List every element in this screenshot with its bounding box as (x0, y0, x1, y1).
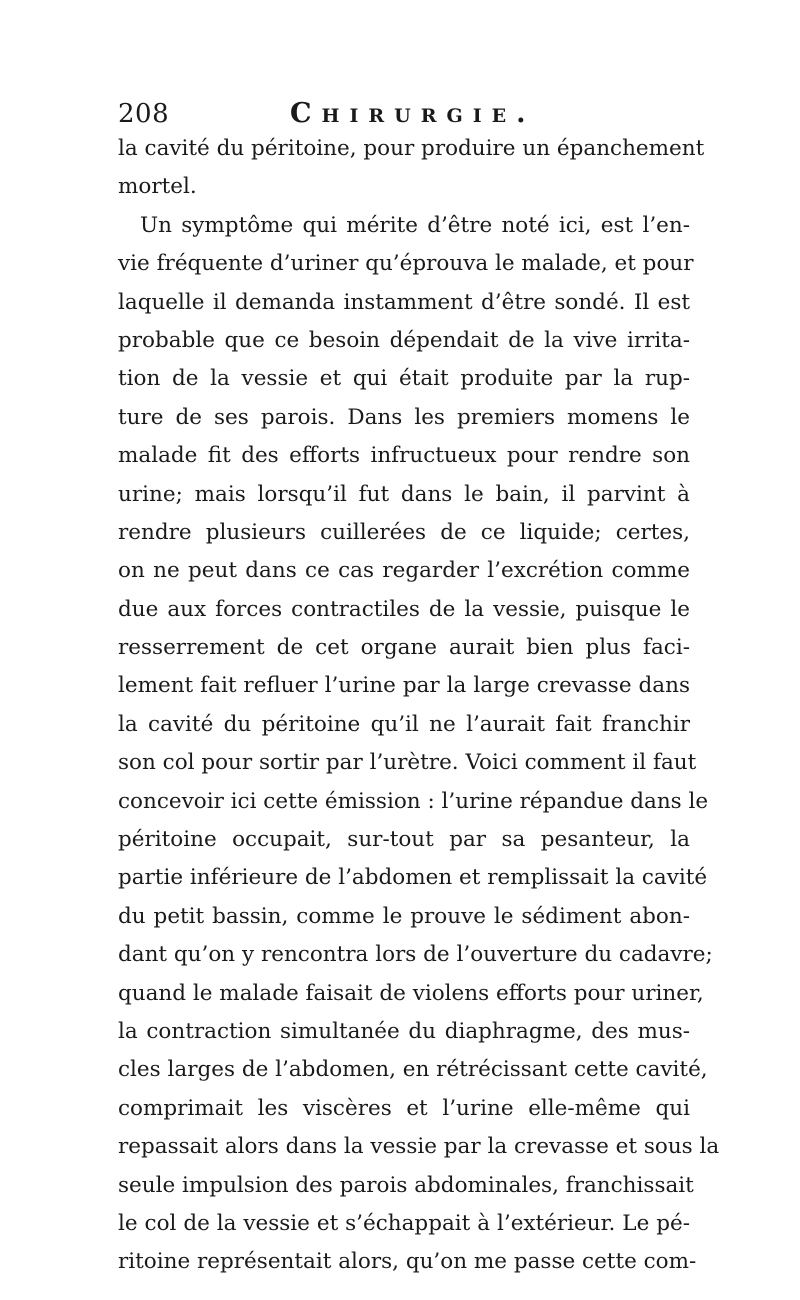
text-line: péritoine occupait, sur-tout par sa pesanteur, la (118, 827, 690, 853)
text-line: lement fait refluer l’urine par la large crevasse dans (118, 673, 690, 699)
text-line: rendre plusieurs cuillerées de ce liquide; certes, (118, 519, 690, 545)
text-line: tion de la vessie et qui était produite par la rup- (118, 366, 690, 392)
text-line: ture de ses parois. Dans les premiers momens le (118, 404, 690, 430)
text-line: Un symptôme qui mérite d’être noté ici, est l’en- (140, 212, 690, 238)
text-line: quand le malade faisait de violens efforts pour uriner, (118, 980, 704, 1006)
text-line: on ne peut dans ce cas regarder l’excrétion comme (118, 558, 690, 584)
text-line: ritoine représentait alors, qu’on me passe cette com- (118, 1249, 697, 1275)
text-line: la contraction simultanée du diaphragme, des mus- (118, 1018, 690, 1044)
text-line: probable que ce besoin dépendait de la vive irrita- (118, 327, 690, 353)
page-header (118, 94, 690, 134)
text-line: mortel. (118, 174, 197, 200)
text-line: comprimait les viscères et l’urine elle-même qui (118, 1095, 690, 1121)
text-line: laquelle il demanda instamment d’être sondé. Il est (118, 289, 690, 315)
body-text (118, 130, 720, 1282)
text-line: dant qu’on y rencontra lors de l’ouverture du cadavre; (118, 942, 713, 968)
text-line: due aux forces contractiles de la vessie, puisque le (118, 596, 690, 622)
text-line: urine; mais lorsqu’il fut dans le bain, il parvint à (118, 481, 690, 507)
text-line: partie inférieure de l’abdomen et remplissait la cavité (118, 865, 708, 891)
text-line: cles larges de l’abdomen, en rétrécissant cette cavité, (118, 1057, 708, 1083)
text-line: la cavité du péritoine qu’il ne l’aurait fait franchir (118, 711, 690, 737)
text-line: son col pour sortir par l’urètre. Voici comment il faut (118, 750, 697, 776)
text-line: repassait alors dans la vessie par la crevasse et sous la (118, 1134, 720, 1160)
text-line: seule impulsion des parois abdominales, franchissait (118, 1172, 694, 1198)
running-head: Chirurgie. (290, 98, 536, 129)
page-number: 208 (118, 99, 170, 129)
text-line: malade fit des efforts infructueux pour rendre son (118, 443, 690, 469)
text-line: le col de la vessie et s’échappait à l’extérieur. Le pé- (118, 1210, 690, 1236)
text-line: du petit bassin, comme le prouve le sédiment abon- (118, 903, 690, 929)
text-line: vie fréquente d’uriner qu’éprouva le malade, et pour (118, 251, 694, 277)
text-line: la cavité du péritoine, pour produire un épanchement (118, 136, 705, 161)
text-line: resserrement de cet organe aurait bien plus faci- (118, 635, 690, 661)
text-line: concevoir ici cette émission : l’urine répandue dans le (118, 788, 709, 814)
